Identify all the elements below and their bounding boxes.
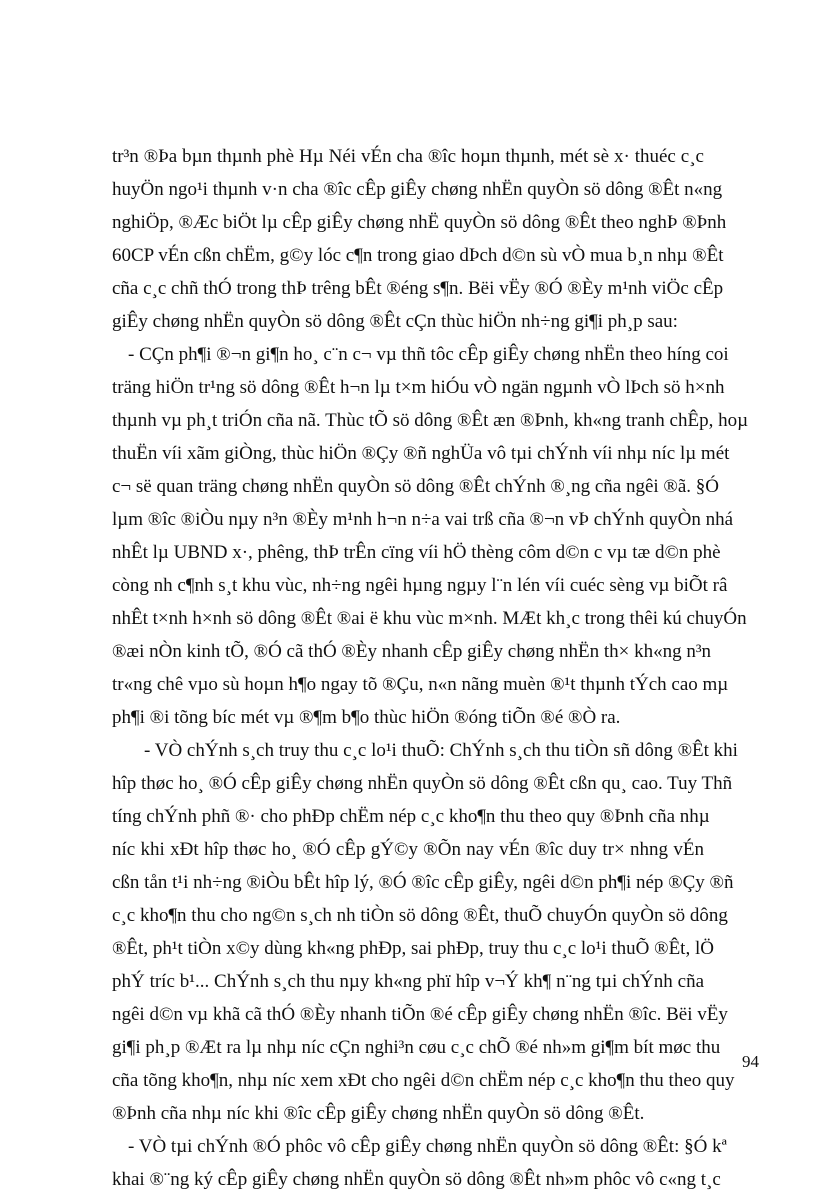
text-line: cña tõng kho¶n, nhµ níc xem xÐt cho ngêi d©n chËm nép c¸c kho¶n thu theo quy: [112, 1070, 735, 1091]
text-line: nghiÖp, ®Æc biÖt lµ cÊp giÊy chøng nhË quyÒn sö dông ®Êt theo nghÞ ®Þnh: [112, 212, 727, 233]
text-line: lµm ®îc ®iÒu nµy n³n ®Èy m¹nh h¬n n÷a vai trß cña ®¬n vÞ chÝnh quyÒn nhá: [112, 509, 734, 530]
paragraph: [112, 734, 738, 1130]
text-line: giÊy chøng nhËn quyÒn sö dông ®Êt cÇn thùc hiÖn nh÷ng gi¶i ph¸p sau:: [112, 311, 678, 332]
text-line: - VÒ chÝnh s¸ch truy thu c¸c lo¹i thuÕ: ChÝnh s¸ch thu tiÒn sñ dông ®Êt khi: [144, 740, 738, 761]
text-line: nhÊt t×nh h×nh sö dông ®Êt ®ai ë khu vùc m×nh. MÆt kh¸c trong thêi kú chuyÓn: [112, 608, 747, 629]
text-line: thµnh vµ ph¸t triÓn cña nã. Thùc tÕ sö dông ®Êt æn ®Þnh, kh«ng tranh chÊp, hoµ: [112, 410, 749, 431]
text-line: 60CP vÉn cßn chËm, g©y lóc c¶n trong giao dÞch d©n sù vÒ mua b¸n nhµ ®Êt: [112, 245, 724, 266]
text-line: phÝ tríc b¹... ChÝnh s¸ch thu nµy kh«ng phï hîp v¬Ý kh¶ n¨ng tµi chÝnh cña: [112, 971, 704, 992]
text-line: huyÖn ngo¹i thµnh v·n cha ®îc cÊp giÊy chøng nhËn quyÒn sö dông ®Êt n«ng: [112, 179, 723, 200]
text-line: hîp thøc ho¸ ®Ó cÊp giÊy chøng nhËn quyÒn sö dông ®Êt cßn qu¸ cao. Tuy Thñ: [112, 773, 733, 794]
text-line: tr«ng chê vµo sù hoµn h¶o ngay tõ ®Çu, n«n nãng muèn ®¹t thµnh tÝch cao mµ: [112, 674, 729, 695]
text-line: cña c¸c chñ thÓ trong thÞ trêng bÊt ®éng s¶n. Bëi vËy ®Ó ®Èy m¹nh viÖc cÊp: [112, 278, 724, 299]
body-text: [112, 140, 749, 1196]
text-line: nhÊt lµ UBND x·, phêng, thÞ trÊn cïng víi hÖ thèng côm d©n c vµ tæ d©n phè: [112, 542, 721, 563]
paragraph: [112, 338, 749, 734]
text-line: khai ®¨ng ký cÊp giÊy chøng nhËn quyÒn sö dông ®Êt nh»m phôc vô c«ng t¸c: [112, 1169, 721, 1190]
text-line: - VÒ tµi chÝnh ®Ó phôc vô cÊp giÊy chøng nhËn quyÒn sö dông ®Êt: §Ó kª: [128, 1136, 727, 1157]
text-line: ®Êt, ph¹t tiÒn x©y dùng kh«ng phÐp, sai phÐp, truy thu c¸c lo¹i thuÕ ®Êt, lÖ: [112, 938, 714, 959]
text-line: - CÇn ph¶i ®¬n gi¶n ho¸ c¨n c¬ vµ thñ tôc cÊp giÊy chøng nhËn theo híng coi: [128, 344, 729, 365]
text-line: còng nh c¶nh s¸t khu vùc, nh÷ng ngêi hµng ngµy l¨n lén víi cuéc sèng vµ biÕt râ: [112, 575, 728, 596]
text-line: níc khi xÐt hîp thøc ho¸ ®Ó cÊp gÝ©y ®Õn nay vÉn ®îc duy tr× nhng vÉn: [112, 839, 704, 860]
text-line: träng hiÖn tr¹ng sö dông ®Êt h¬n lµ t×m hiÓu vÒ ngän ngµnh vÒ lÞch sö h×nh: [112, 377, 725, 398]
paragraph: [112, 140, 727, 338]
text-line: tíng chÝnh phñ ®· cho phÐp chËm nép c¸c kho¶n thu theo quy ®Þnh cña nhµ: [112, 806, 710, 827]
text-line: ®Þnh cña nhµ níc khi ®îc cÊp giÊy chøng nhËn quyÒn sö dông ®Êt.: [112, 1103, 645, 1124]
text-line: gi¶i ph¸p ®Æt ra lµ nhµ níc cÇn nghi³n cøu c¸c chÕ ®é nh»m gi¶m bít møc thu: [112, 1037, 721, 1058]
text-line: c¸c kho¶n thu cho ng©n s¸ch nh tiÒn sö dông ®Êt, thuÕ chuyÓn quyÒn sö dông: [112, 905, 728, 926]
text-line: c¬ së quan träng chøng nhËn quyÒn sö dông ®Êt chÝnh ®¸ng cña ngêi ®ã. §Ó: [112, 476, 720, 497]
text-line: cßn tån t¹i nh÷ng ®iÒu bÊt hîp lý, ®Ó ®îc cÊp giÊy, ngêi d©n ph¶i nép ®Çy ®ñ: [112, 872, 734, 893]
text-line: ph¶i ®i tõng bíc mét vµ ®¶m b¶o thùc hiÖn ®óng tiÕn ®é ®Ò ra.: [112, 707, 621, 728]
text-line: ngêi d©n vµ khã cã thÓ ®Èy nhanh tiÕn ®é cÊp giÊy chøng nhËn ®îc. Bëi vËy: [112, 1004, 728, 1025]
page-number: 94: [742, 1052, 759, 1071]
text-line: thuËn víi xãm giÒng, thùc hiÖn ®Çy ®ñ nghÜa vô tµi chÝnh víi nhµ níc lµ mét: [112, 443, 730, 464]
text-line: ®æi nÒn kinh tÕ, ®Ó cã thÓ ®Èy nhanh cÊp giÊy chøng nhËn th× kh«ng n³n: [112, 641, 712, 662]
paragraph: [112, 1130, 727, 1196]
text-line: tr³n ®Þa bµn thµnh phè Hµ Néi vÉn cha ®îc hoµn thµnh, mét sè x· thuéc c¸c: [112, 146, 704, 167]
